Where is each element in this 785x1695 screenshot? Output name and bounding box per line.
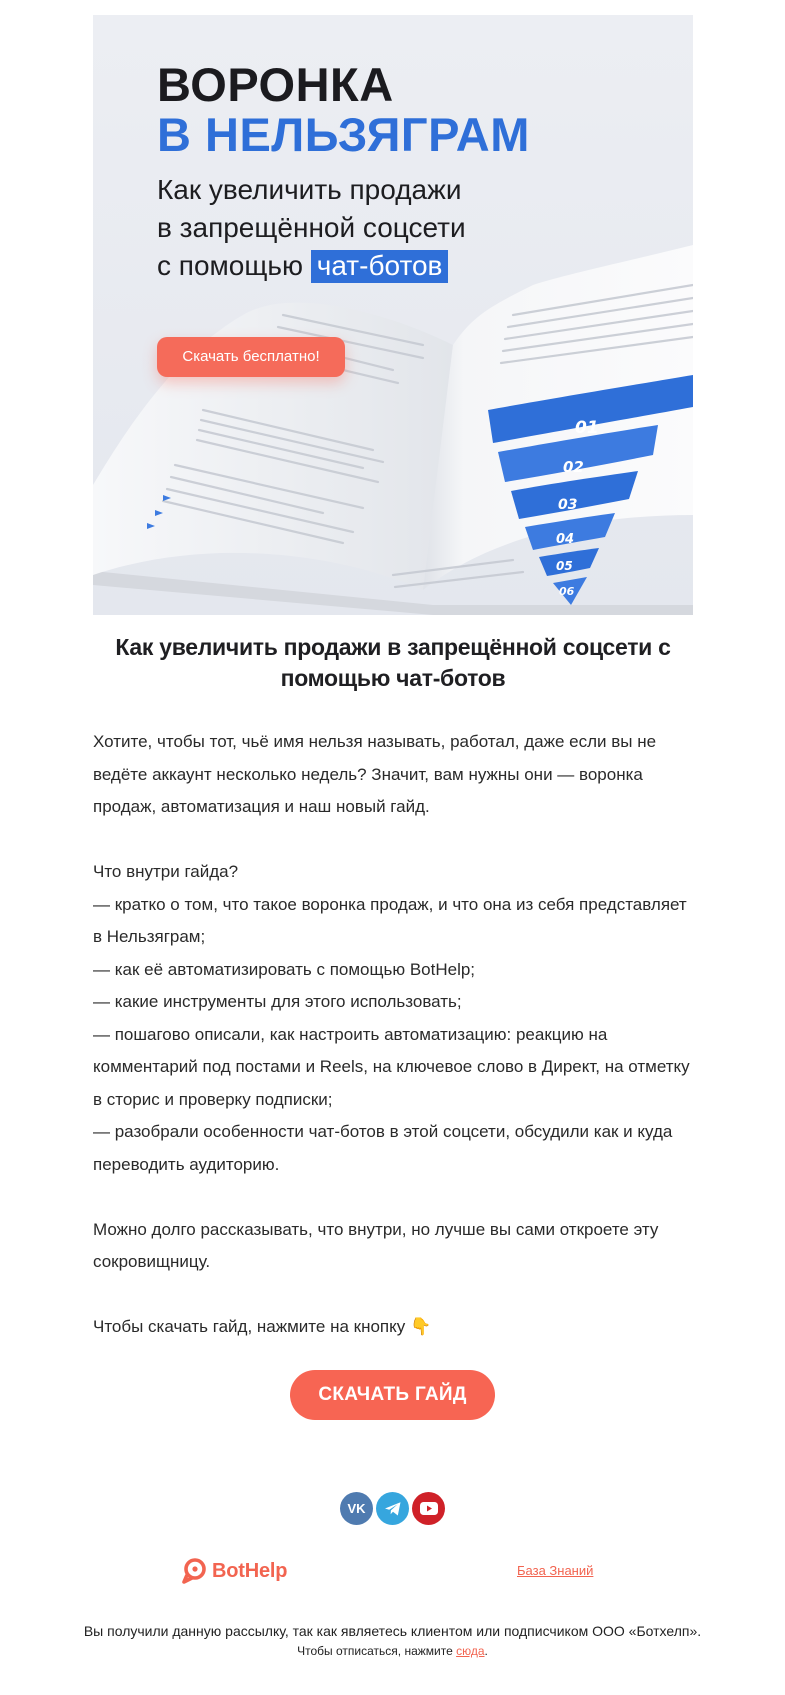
- bothelp-logo-icon: [180, 1557, 208, 1585]
- play-icon: [420, 1502, 438, 1515]
- youtube-icon[interactable]: [412, 1492, 445, 1525]
- intro-line: ведёте аккаунт несколько недель? Значит, вам нужны они — воронка: [93, 764, 643, 784]
- inside-line: комментарий под постами и Reels, на ключевое слово в Директ, на отметку: [93, 1057, 690, 1076]
- article-body: [93, 726, 703, 1344]
- funnel-step-4: 04: [556, 532, 575, 547]
- download-guide-button[interactable]: СКАЧАТЬ ГАЙД: [290, 1370, 495, 1420]
- hero-subtitle-line1: Как увеличить продажи: [157, 174, 462, 205]
- hero-download-button[interactable]: Скачать бесплатно!: [157, 337, 345, 377]
- inside-line: — разобрали особенности чат-ботов в этой соцсети, обсудили как и куда: [93, 1122, 673, 1141]
- hero-banner: [93, 15, 693, 615]
- funnel-step-2: 02: [563, 458, 584, 476]
- hero-subtitle-highlight: чат-ботов: [311, 250, 449, 283]
- hero-title-line1: ВОРОНКА: [157, 58, 394, 111]
- inside-line: Что внутри гайда?: [93, 862, 239, 881]
- funnel-step-1: 01: [575, 418, 599, 438]
- paper-plane-icon: [384, 1501, 402, 1517]
- bothelp-logo[interactable]: [180, 1556, 287, 1586]
- unsubscribe-notice: [0, 1644, 785, 1658]
- unsubscribe-suffix: .: [484, 1644, 488, 1658]
- hero-subtitle-line3: [157, 247, 466, 285]
- bothelp-logo-text: BotHelp: [212, 1559, 288, 1582]
- vk-icon[interactable]: [340, 1492, 373, 1525]
- vk-glyph: VK: [347, 1501, 366, 1516]
- funnel-step-6: 06: [559, 585, 575, 598]
- inside-line: — какие инструменты для этого использовать;: [93, 992, 462, 1011]
- hero-title-line2: В НЕЛЬЗЯГРАМ: [157, 108, 530, 161]
- intro-line: продаж, автоматизация и наш новый гайд.: [93, 797, 430, 816]
- hero-subtitle-prefix: с помощью: [157, 250, 311, 281]
- unsubscribe-prefix: Чтобы отписаться, нажмите: [297, 1644, 457, 1658]
- intro-line: Хотите, чтобы тот, чьё имя нельзя называть, работал, даже если вы не: [93, 732, 657, 751]
- inside-line: — как её автоматизировать с помощью BotHelp;: [93, 959, 476, 979]
- outro-line: сокровищницу.: [93, 1252, 211, 1271]
- telegram-icon[interactable]: [376, 1492, 409, 1525]
- unsubscribe-link[interactable]: сюда: [456, 1644, 485, 1658]
- inside-line: в сторис и проверку подписки;: [93, 1089, 333, 1109]
- inside-line: переводить аудиторию.: [93, 1154, 280, 1174]
- hero-subtitle: [157, 171, 466, 285]
- inside-line: — пошагово описали, как настроить автоматизацию: реакцию на: [93, 1024, 608, 1044]
- outro-line: Можно долго рассказывать, что внутри, но лучше вы сами откроете эту: [93, 1219, 659, 1239]
- funnel-step-5: 05: [556, 559, 573, 573]
- funnel-step-3: 03: [558, 497, 578, 513]
- article-headline: Как увеличить продажи в запрещённой соцсети с помощью чат-ботов: [115, 634, 671, 691]
- knowledge-base-link[interactable]: База Знаний: [517, 1563, 594, 1578]
- cta-line: Чтобы скачать гайд, нажмите на кнопку 👇: [93, 1317, 432, 1336]
- legal-notice: Вы получили данную рассылку, так как являетесь клиентом или подписчиком ООО «Ботхелп».: [83, 1623, 702, 1639]
- inside-line: — кратко о том, что такое воронка продаж, и что она из себя представляет: [93, 894, 687, 914]
- hero-subtitle-line2: в запрещённой соцсети: [157, 212, 466, 243]
- inside-line: в Нельзяграм;: [93, 927, 206, 946]
